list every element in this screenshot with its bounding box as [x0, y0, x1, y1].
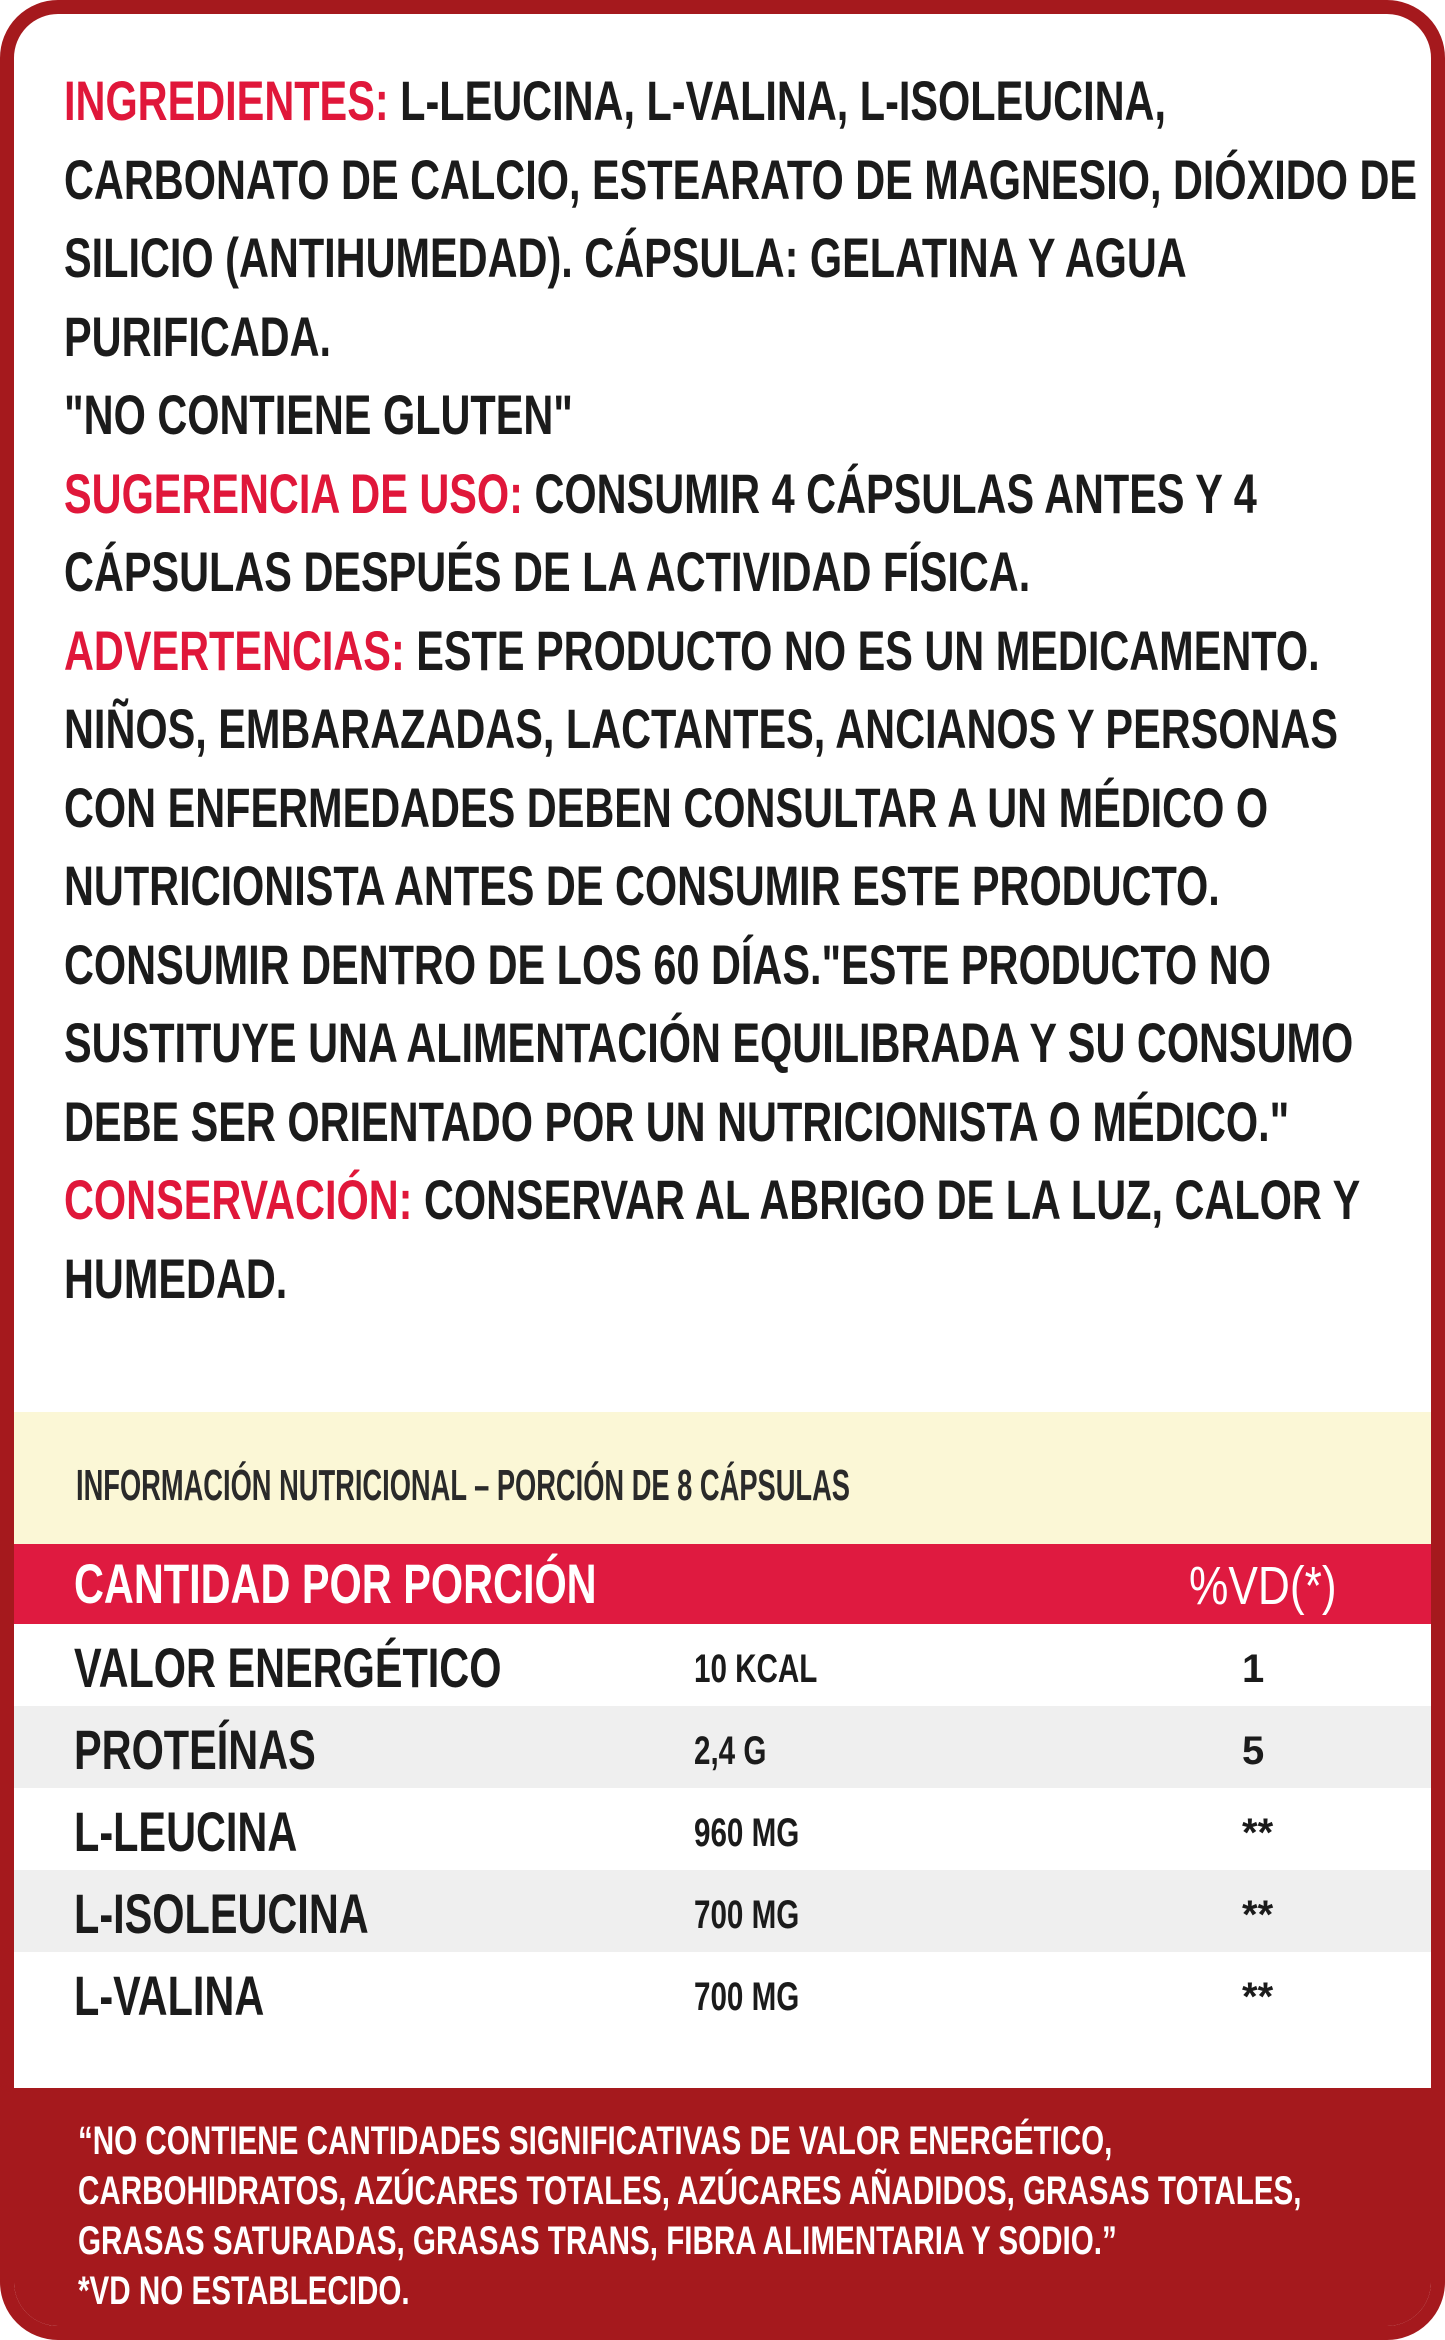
nutrient-daily-value: 5	[1242, 1729, 1265, 1773]
table-row	[14, 1706, 1445, 1788]
table-row	[14, 1870, 1445, 1952]
table-row	[14, 1952, 1445, 2034]
nutrient-name: L-VALINA	[74, 1964, 265, 2027]
warnings-text: ESTE PRODUCTO NO ES UN MEDICAMENTO. NIÑOS, EMBARAZADAS, LACTANTES, ANCIANOS Y PERSONAS CON ENFERMEDADES DEBEN CONSULTAR A UN MÉDICO O NUTRICIONISTA ANTES DE CONSUMIR ESTE PRODUCTO. CONSUMIR DENTRO DE LOS 60 DÍAS."ESTE PRODUCTO NO SUSTITUYE UNA ALIMENTACIÓN EQUILIBRADA Y SU CONSUMO DEBE SER ORIENTADO POR UN NUTRICIONISTA O MÉDICO."	[64, 618, 1354, 1153]
nutrient-daily-value: 1	[1242, 1647, 1265, 1691]
nutrient-quantity: 10 KCAL	[694, 1647, 818, 1691]
nutrient-quantity: 2,4 G	[694, 1729, 767, 1773]
table-row	[14, 1624, 1445, 1706]
nutrient-daily-value: **	[1242, 1893, 1274, 1937]
nutrient-quantity: 700 MG	[694, 1893, 800, 1937]
nutrient-quantity: 960 MG	[694, 1811, 800, 1855]
nutrient-name: VALOR ENERGÉTICO	[74, 1636, 502, 1699]
table-row	[14, 1788, 1445, 1870]
usage-paragraph	[64, 455, 1424, 612]
nutrition-table-header	[14, 1544, 1445, 1624]
daily-value-note: *VD NO ESTABLECIDO.	[78, 2269, 410, 2313]
warnings-paragraph	[64, 612, 1424, 1162]
ingredients-heading: INGREDIENTES:	[64, 69, 389, 132]
ingredients-paragraph	[64, 62, 1424, 376]
nutrition-disclaimer: “NO CONTIENE CANTIDADES SIGNIFICATIVAS DE VALOR ENERGÉTICO, CARBOHIDRATOS, AZÚCARES TOTALES, AZÚCARES AÑADIDOS, GRASAS TOTALES, GRASAS SATURADAS, GRASAS TRANS, FIBRA ALIMENTARIA Y SODIO.”	[78, 2119, 1302, 2263]
nutrient-name: L-ISOLEUCINA	[74, 1882, 369, 1945]
footer-band	[14, 2088, 1445, 2340]
label-info-text	[64, 62, 1424, 1318]
usage-text: CONSUMIR 4 CÁPSULAS ANTES Y 4 CÁPSULAS DESPUÉS DE LA ACTIVIDAD FÍSICA.	[64, 461, 1257, 603]
nutrient-daily-value: **	[1242, 1975, 1274, 2019]
nutrient-daily-value: **	[1242, 1811, 1274, 1855]
nutrition-table-body	[14, 1624, 1445, 2034]
nutrient-name: PROTEÍNAS	[74, 1718, 316, 1781]
daily-value-header: %VD(*)	[1189, 1556, 1337, 1616]
nutrition-title: INFORMACIÓN NUTRICIONAL – PORCIÓN DE 8 CÁPSULAS	[76, 1461, 850, 1510]
gluten-free-text: "NO CONTIENE GLUTEN"	[64, 383, 573, 446]
ingredients-text: L-LEUCINA, L-VALINA, L-ISOLEUCINA, CARBONATO DE CALCIO, ESTEARATO DE MAGNESIO, DIÓXIDO DE SILICIO (ANTIHUMEDAD). CÁPSULA: GELATINA Y AGUA PURIFICADA.	[64, 69, 1418, 368]
storage-heading: CONSERVACIÓN:	[64, 1168, 413, 1231]
storage-text: CONSERVAR AL ABRIGO DE LA LUZ, CALOR Y HUMEDAD.	[64, 1168, 1360, 1310]
usage-heading: SUGERENCIA DE USO:	[64, 461, 523, 525]
storage-paragraph	[64, 1161, 1424, 1318]
gluten-paragraph	[64, 376, 1424, 455]
warnings-heading: ADVERTENCIAS:	[64, 618, 405, 682]
nutrient-quantity: 700 MG	[694, 1975, 800, 2019]
nutrient-name: L-LEUCINA	[74, 1800, 298, 1863]
footer-text	[78, 2116, 1351, 2316]
amount-per-serving-header: CANTIDAD POR PORCIÓN	[74, 1552, 597, 1615]
